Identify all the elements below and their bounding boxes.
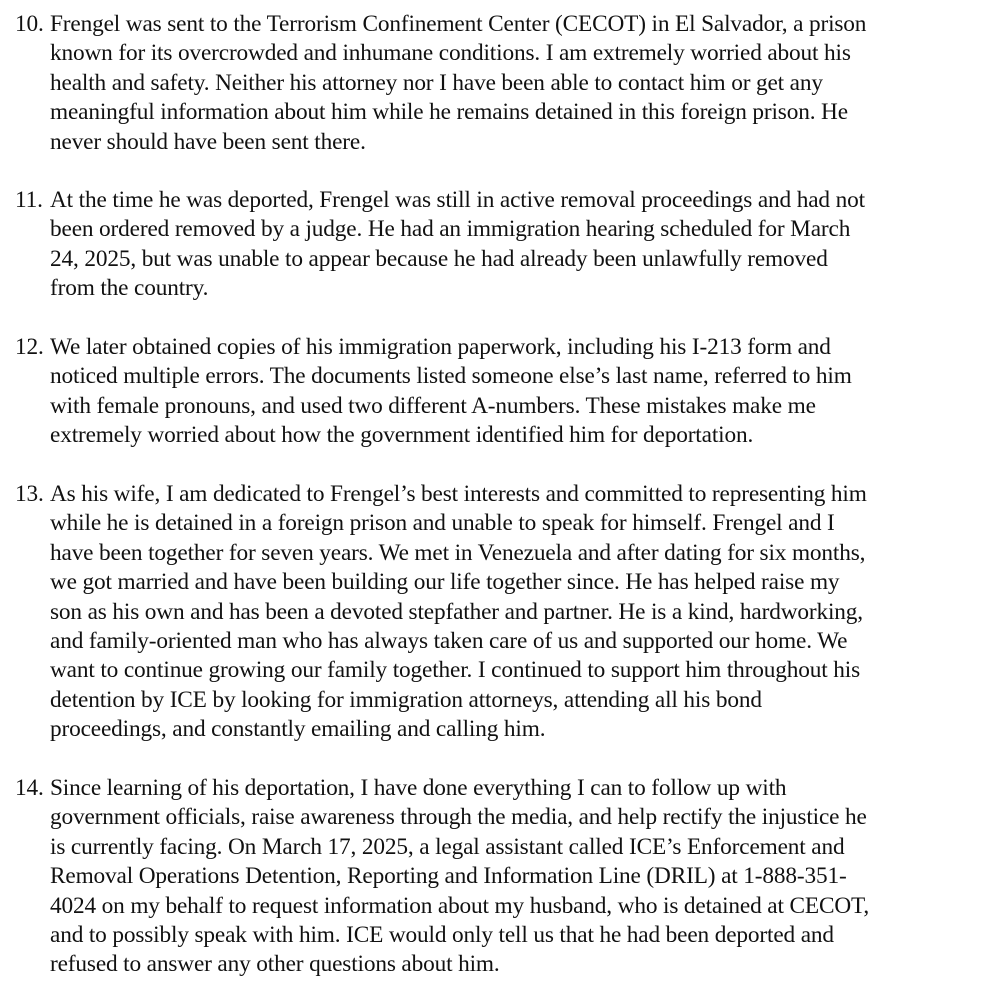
paragraph-line: known for its overcrowded and inhumane conditions. I am extremely worried about his bbox=[50, 40, 851, 67]
paragraph-number: 12. bbox=[15, 334, 44, 360]
paragraph-line: is currently facing. On March 17, 2025, a legal assistant called ICE’s Enforcement and bbox=[50, 833, 845, 860]
paragraph-line: and to possibly speak with him. ICE would only tell us that he had been deported and bbox=[50, 922, 834, 948]
paragraph-line: son as his own and has been a devoted stepfather and partner. He is a kind, hardworking, bbox=[50, 598, 863, 625]
paragraph-line: Frengel was sent to the Terrorism Confinement Center (CECOT) in El Salvador, a prison bbox=[50, 11, 867, 37]
paragraph-line: and family-oriented man who has always taken care of us and supported our home. We bbox=[50, 628, 848, 654]
paragraph-line: meaningful information about him while he remains detained in this foreign prison. He bbox=[50, 99, 848, 126]
paragraph-line: extremely worried about how the government identified him for deportation. bbox=[50, 422, 754, 449]
paragraph-line: refused to answer any other questions about him. bbox=[50, 951, 500, 978]
paragraph-line: detention by ICE by looking for immigration attorneys, attending all his bond bbox=[50, 686, 762, 713]
paragraph-line: never should have been sent there. bbox=[50, 128, 366, 155]
paragraph-number: 10. bbox=[15, 11, 44, 37]
paragraph-line: Removal Operations Detention, Reporting and Information Line (DRIL) at 1-888-351- bbox=[50, 863, 847, 890]
paragraph-line: from the country. bbox=[50, 275, 209, 302]
paragraph-line: At the time he was deported, Frengel was still in active removal proceedings and had not bbox=[50, 187, 865, 213]
paragraph-line: have been together for seven years. We met in Venezuela and after dating for six months, bbox=[50, 539, 866, 566]
paragraph-line: with female pronouns, and used two different A-numbers. These mistakes make me bbox=[50, 392, 816, 419]
paragraph-line: We later obtained copies of his immigration paperwork, including his I-213 form and bbox=[50, 334, 831, 360]
paragraph-line: proceedings, and constantly emailing and calling him. bbox=[50, 716, 546, 743]
paragraph-number: 14. bbox=[15, 775, 44, 801]
paragraph-line: while he is detained in a foreign prison and unable to speak for himself. Frengel and I bbox=[50, 510, 835, 537]
paragraph-line: government officials, raise awareness through the media, and help rectify the injustice he bbox=[50, 804, 867, 831]
paragraph-number: 13. bbox=[15, 481, 44, 507]
paragraph-line: 24, 2025, but was unable to appear because he had already been unlawfully removed bbox=[50, 245, 828, 272]
paragraph-line: been ordered removed by a judge. He had an immigration hearing scheduled for March bbox=[50, 216, 851, 243]
paragraph-line: As his wife, I am dedicated to Frengel’s best interests and committed to representing him bbox=[50, 481, 867, 507]
paragraph-line: 4024 on my behalf to request information about my husband, who is detained at CECOT, bbox=[50, 892, 870, 919]
paragraph-number: 11. bbox=[15, 187, 43, 213]
paragraph-line: Since learning of his deportation, I have done everything I can to follow up with bbox=[50, 775, 787, 801]
paragraph-line: want to continue growing our family together. I continued to support him throughout his bbox=[50, 657, 860, 684]
paragraph-line: we got married and have been building our life together since. He has helped raise my bbox=[50, 569, 840, 596]
paragraph-line: noticed multiple errors. The documents listed someone else’s last name, referred to him bbox=[50, 363, 852, 390]
paragraph-line: health and safety. Neither his attorney nor I have been able to contact him or get any bbox=[50, 69, 823, 96]
